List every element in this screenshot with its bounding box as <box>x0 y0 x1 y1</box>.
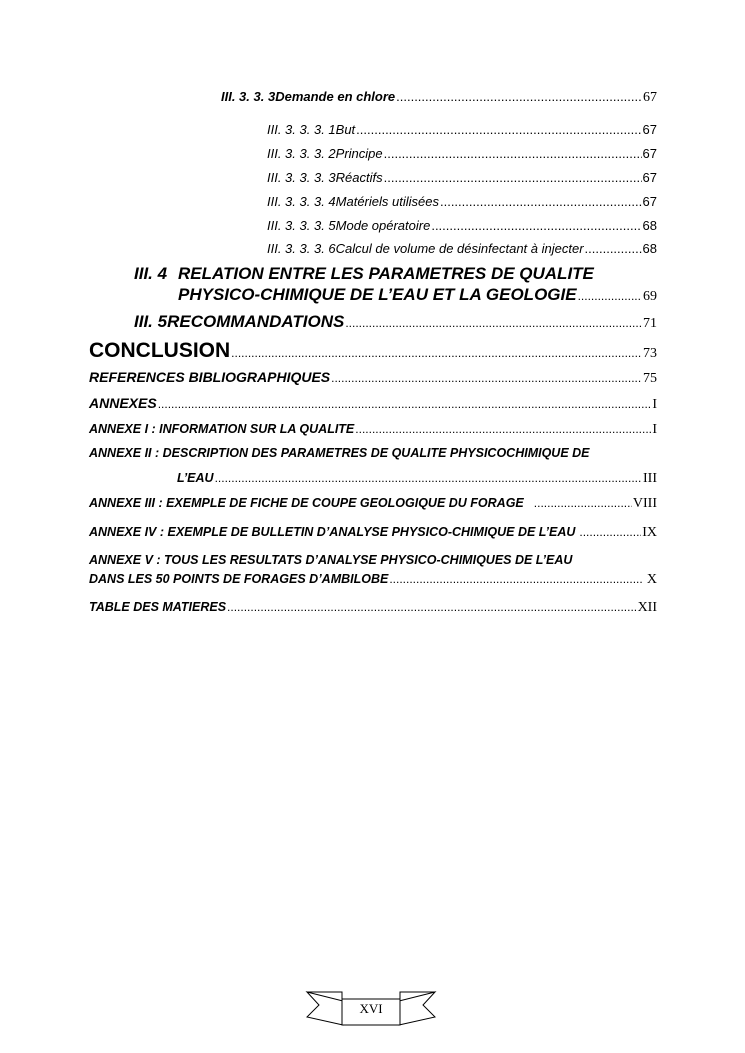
toc-number: III. 3. 3. 3. 6 <box>267 241 336 256</box>
toc-title: REFERENCES BIBLIOGRAPHIQUES <box>89 369 331 385</box>
toc-title: ANNEXE III : EXEMPLE DE FICHE DE COUPE GEOLOGIQUE DU FORAGE <box>89 496 524 510</box>
toc-page: IX <box>642 525 657 540</box>
toc-title-continued: PHYSICO-CHIMIQUE DE L’EAU ET LA GEOLOGIE <box>178 285 577 304</box>
toc-title: Mode opératoire <box>335 218 431 233</box>
toc-entry-33333[interactable] <box>267 170 657 185</box>
toc-page: 71 <box>643 316 657 331</box>
toc-leader <box>215 471 642 485</box>
toc-entry-33336[interactable] <box>267 241 657 256</box>
toc-leader <box>356 122 641 137</box>
toc-number: III. 3. 3. 3. 5 <box>267 218 336 233</box>
toc-title: ANNEXE II : DESCRIPTION DES PARAMETRES DE QUALITE PHYSICOCHIMIQUE DE <box>89 446 590 460</box>
toc-title: ANNEXES <box>89 395 157 411</box>
toc-page: X <box>646 572 657 587</box>
toc-entry-annexe-2-line1[interactable] <box>89 446 657 460</box>
toc-title: Demande en chlore <box>275 89 396 104</box>
toc-entry-table-des-matieres[interactable] <box>89 600 657 616</box>
toc-leader <box>345 316 642 330</box>
toc-page: 69 <box>643 289 657 304</box>
toc-number: III. 3. 3. 3. 1 <box>267 122 336 137</box>
toc-page: XII <box>637 600 657 615</box>
toc-leader <box>331 371 642 385</box>
toc-page: III <box>643 471 657 486</box>
toc-entry-annexe-3[interactable] <box>89 496 657 512</box>
toc-entry-annexe-5-line1[interactable] <box>89 553 657 567</box>
toc-leader <box>384 146 642 161</box>
toc-entry-annexes[interactable] <box>89 395 657 413</box>
toc-leader <box>534 496 632 510</box>
toc-title: RELATION ENTRE LES PARAMETRES DE QUALITE <box>178 264 594 283</box>
toc-entry-33334[interactable] <box>267 194 657 209</box>
toc-page: 67 <box>642 122 657 137</box>
toc-title: ANNEXE IV : EXEMPLE DE BULLETIN D’ANALYSE PHYSICO-CHIMIQUE DE L’EAU <box>89 525 576 539</box>
toc-number: III. 3. 3. 3 <box>221 89 276 104</box>
toc-title-continued: DANS LES 50 POINTS DE FORAGES D’AMBILOBE <box>89 572 389 586</box>
toc-entry-34-line2[interactable] <box>178 285 657 305</box>
toc-leader <box>389 572 643 586</box>
toc-entry-3333[interactable] <box>221 89 657 106</box>
toc-title-continued: L’EAU <box>177 471 214 485</box>
toc-entry-annexe-1[interactable] <box>89 422 657 438</box>
toc-number: III. 3. 3. 3. 4 <box>267 194 336 209</box>
page-number-ribbon <box>305 989 437 1027</box>
toc-page: 68 <box>642 241 657 256</box>
toc-leader <box>585 241 642 256</box>
toc-leader <box>578 289 642 303</box>
toc-number: III. 4 <box>134 264 168 283</box>
toc-page: 67 <box>642 194 657 209</box>
toc-title: Matériels utilisées <box>335 194 439 209</box>
toc-title: RECOMMANDATIONS <box>167 312 345 331</box>
toc-entry-33331[interactable] <box>267 122 657 137</box>
toc-page: 68 <box>642 218 657 233</box>
toc-title: TABLE DES MATIERES <box>89 600 227 614</box>
toc-entry-annexe-4[interactable] <box>89 525 657 541</box>
toc-entry-annexe-2-line2[interactable] <box>177 471 657 487</box>
toc-page: I <box>652 422 657 437</box>
toc-page: 67 <box>642 170 657 185</box>
page-number: XVI <box>359 1001 383 1016</box>
toc-entry-34-line1[interactable] <box>134 264 657 284</box>
toc-entry-conclusion[interactable] <box>89 339 657 363</box>
toc-entry-references[interactable] <box>89 369 657 387</box>
toc-entry-33332[interactable] <box>267 146 657 161</box>
toc-title: CONCLUSION <box>89 339 231 362</box>
toc-entry-35[interactable] <box>134 312 657 332</box>
toc-title: ANNEXE I : INFORMATION SUR LA QUALITE <box>89 422 355 436</box>
toc-leader <box>227 600 637 614</box>
toc-title: Principe <box>335 146 383 161</box>
toc-leader <box>579 525 641 539</box>
toc-page: 67 <box>642 146 657 161</box>
toc-entry-33335[interactable] <box>267 218 657 233</box>
toc-entry-annexe-5-line2[interactable] <box>89 572 657 588</box>
toc-number: III. 5 <box>134 312 168 331</box>
toc-title: But <box>335 122 356 137</box>
toc-number: III. 3. 3. 3. 3 <box>267 170 336 185</box>
toc-leader <box>440 194 642 209</box>
toc-page: 75 <box>643 371 657 386</box>
toc-title: Réactifs <box>335 170 383 185</box>
toc-title: Calcul de volume de désinfectant à injecter <box>335 241 584 256</box>
toc-leader <box>158 397 652 411</box>
toc-leader <box>431 218 641 233</box>
toc-leader <box>355 422 651 436</box>
toc-number: III. 3. 3. 3. 2 <box>267 146 336 161</box>
toc-page: I <box>652 397 657 412</box>
toc-leader <box>384 170 642 185</box>
toc-page: 73 <box>643 346 657 361</box>
toc-title: ANNEXE V : TOUS LES RESULTATS D’ANALYSE PHYSICO-CHIMIQUES DE L’EAU <box>89 553 573 567</box>
toc-page: VIII <box>632 496 657 511</box>
toc-leader <box>231 346 642 360</box>
toc-page: 67 <box>643 90 657 105</box>
toc-leader <box>396 89 642 104</box>
